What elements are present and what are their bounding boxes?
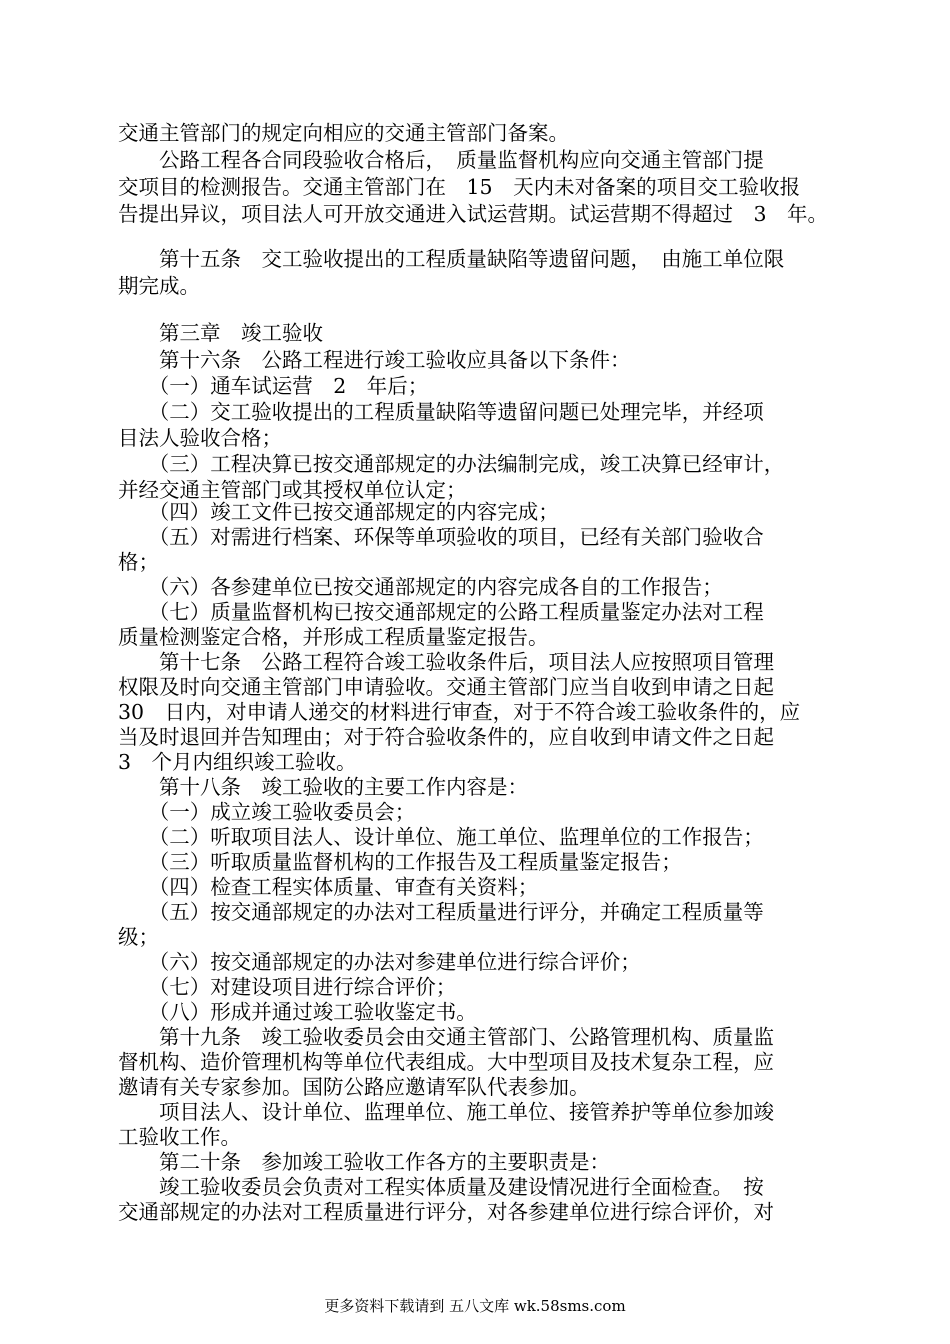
text-line: （四）检查工程实体质量、审查有关资料； — [118, 875, 539, 899]
text-line: 告提出异议，项目法人可开放交通进入试运营期。试运营期不得超过 3 年。 — [118, 202, 829, 226]
text-line: （三）听取质量监督机构的工作报告及工程质量鉴定报告； — [118, 850, 682, 874]
footer-link[interactable]: 更多资料下载请到 五八文库 wk.58sms.com — [324, 1297, 626, 1315]
text-line: 目法人验收合格； — [118, 426, 282, 450]
text-line: 级； — [118, 925, 159, 949]
text-line: （五）按交通部规定的办法对工程质量进行评分，并确定工程质量等 — [118, 900, 764, 924]
text-line: 质量检测鉴定合格，并形成工程质量鉴定报告。 — [118, 625, 549, 649]
text-line: 当及时退回并告知理由；对于符合验收条件的，应自收到申请文件之日起 — [118, 725, 774, 749]
text-line: （二）交工验收提出的工程质量缺陷等遗留问题已处理完毕，并经项 — [118, 400, 764, 424]
text-line: 第十五条 交工验收提出的工程质量缺陷等遗留问题， 由施工单位限 — [118, 247, 785, 271]
text-line: （六）各参建单位已按交通部规定的内容完成各自的工作报告； — [118, 575, 723, 599]
text-line: 格； — [118, 550, 159, 574]
text-line: 邀请有关专家参加。国防公路应邀请军队代表参加。 — [118, 1075, 590, 1099]
text-line: （二）听取项目法人、设计单位、施工单位、监理单位的工作报告； — [118, 825, 764, 849]
text-line: 督机构、造价管理机构等单位代表组成。大中型项目及技术复杂工程，应 — [118, 1050, 774, 1074]
text-line: 第十六条 公路工程进行竣工验收应具备以下条件： — [118, 348, 631, 372]
text-line: （八）形成并通过竣工验收鉴定书。 — [118, 1000, 477, 1024]
text-line: 交项目的检测报告。交通主管部门在 15 天内未对备案的项目交工验收报 — [118, 175, 801, 199]
text-line: （三）工程决算已按交通部规定的办法编制完成，竣工决算已经审计， — [118, 452, 785, 476]
text-line: 第二十条 参加竣工验收工作各方的主要职责是： — [118, 1150, 610, 1174]
text-line: 期完成。 — [118, 274, 200, 298]
text-line: 30 日内，对申请人递交的材料进行审查，对于不符合竣工验收条件的，应 — [118, 700, 801, 724]
text-line: 交通部规定的办法对工程质量进行评分，对各参建单位进行综合评价，对 — [118, 1200, 774, 1224]
text-line: 权限及时向交通主管部门申请验收。交通主管部门应当自收到申请之日起 — [118, 675, 774, 699]
text-line: 第十九条 竣工验收委员会由交通主管部门、公路管理机构、质量监 — [118, 1025, 774, 1049]
text-line: （七）质量监督机构已按交通部规定的公路工程质量鉴定办法对工程 — [118, 600, 764, 624]
text-line: （一）通车试运营 2 年后； — [118, 374, 429, 398]
text-line: 并经交通主管部门或其授权单位认定； — [118, 478, 467, 502]
text-line: 第十七条 公路工程符合竣工验收条件后，项目法人应按照项目管理 — [118, 650, 774, 674]
text-line: 第十八条 竣工验收的主要工作内容是： — [118, 775, 528, 799]
text-line: 3 个月内组织竣工验收。 — [118, 750, 357, 774]
text-line: 项目法人、设计单位、监理单位、施工单位、接管养护等单位参加竣 — [118, 1100, 774, 1124]
text-line: 公路工程各合同段验收合格后， 质量监督机构应向交通主管部门提 — [118, 148, 764, 172]
text-line: 竣工验收委员会负责对工程实体质量及建设情况进行全面检查。 按 — [118, 1175, 764, 1199]
text-line: （一）成立竣工验收委员会； — [118, 800, 416, 824]
text-line: （五）对需进行档案、环保等单项验收的项目，已经有关部门验收合 — [118, 525, 764, 549]
text-line: （四）竣工文件已按交通部规定的内容完成； — [118, 500, 559, 524]
text-line: （六）按交通部规定的办法对参建单位进行综合评价； — [118, 950, 641, 974]
text-line: （七）对建设项目进行综合评价； — [118, 975, 457, 999]
chapter-heading: 第三章 竣工验收 — [118, 321, 323, 345]
text-line: 工验收工作。 — [118, 1125, 241, 1149]
text-line: 交通主管部门的规定向相应的交通主管部门备案。 — [118, 121, 569, 145]
